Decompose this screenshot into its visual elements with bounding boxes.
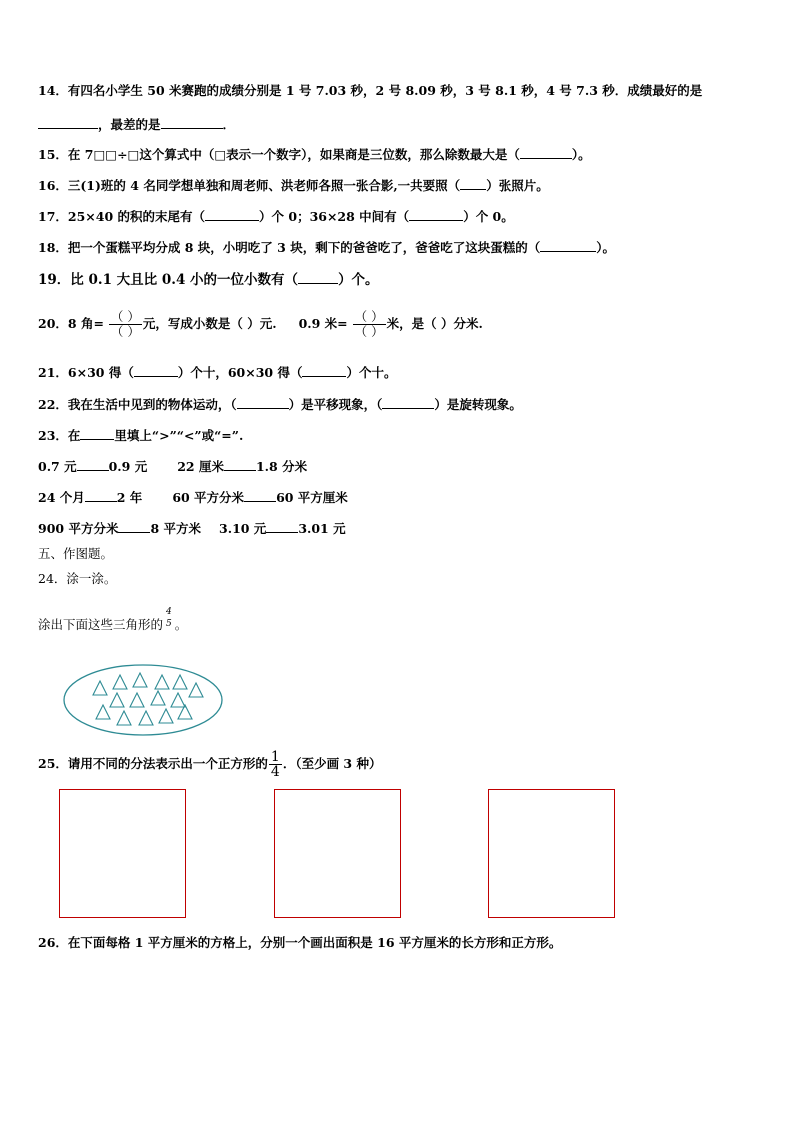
question-26: 26．在下面每格 1 平方厘米的方格上，分别一个画出面积是 16 平方厘米的长方形和正方形。 — [38, 935, 562, 950]
q17-blank-2[interactable] — [409, 208, 463, 221]
q20-fraction-1[interactable]: $\frac{( )}{( )}$ — [110, 309, 140, 339]
triangle-icon[interactable] — [159, 709, 173, 723]
q18-blank[interactable] — [540, 239, 596, 252]
drawing-square-1[interactable] — [59, 789, 186, 918]
question-24: 24．涂一涂。 — [38, 571, 117, 586]
q24-fraction: 4 5 — [166, 607, 172, 629]
q16-blank[interactable] — [460, 177, 486, 190]
triangle-icon[interactable] — [130, 693, 144, 707]
triangle-icon[interactable] — [139, 711, 153, 725]
q15-blank[interactable] — [520, 146, 572, 159]
section-5-title: 五、作图题。 — [38, 546, 114, 561]
q23-blank[interactable] — [77, 458, 109, 471]
q14-line1: 14．有四名小学生 50 米赛跑的成绩分别是 1 号 7.03 秒，2 号 8.09 秒，3 号 8.1 秒，4 号 7.3 秒．成绩最好的是 — [38, 83, 703, 98]
question-22: 22．我在生活中见到的物体运动，（ ）是平移现象，（ ）是旋转现象。 — [38, 397, 522, 412]
q24-instruction: 涂出下面这些三角形的 4 5 。 — [38, 607, 188, 632]
q23-blank[interactable] — [85, 489, 117, 502]
q19-blank[interactable] — [298, 271, 338, 284]
q21-blank-2[interactable] — [302, 364, 346, 377]
q23-row-3: 900 平方分米 8 平方米 3.10 元 3.01 元 — [38, 521, 346, 536]
question-15: 15．在 7□□÷□这个算式中（□表示一个数字），如果商是三位数，那么除数最大是（ ）。 — [38, 147, 591, 162]
triangle-icon[interactable] — [189, 683, 203, 697]
q23-row-2: 24 个月 2 年 60 平方分米 60 平方厘米 — [38, 490, 348, 505]
q14-worst-blank[interactable] — [161, 116, 223, 129]
q23-blank[interactable] — [244, 489, 276, 502]
drawing-square-3[interactable] — [488, 789, 615, 918]
q22-blank-1[interactable] — [237, 396, 289, 409]
question-14 — [38, 83, 702, 99]
question-19: 19．比 0.1 大且比 0.4 小的一位小数有（ ）个。 — [38, 272, 379, 288]
triangle-icon[interactable] — [151, 691, 165, 705]
triangle-icon[interactable] — [171, 693, 185, 707]
q23-blank[interactable] — [266, 520, 298, 533]
triangle-icon[interactable] — [93, 681, 107, 695]
triangle-icon[interactable] — [155, 675, 169, 689]
triangle-icon[interactable] — [113, 675, 127, 689]
triangle-icon[interactable] — [96, 705, 110, 719]
q21-blank-1[interactable] — [134, 364, 178, 377]
question-16: 16．三(1)班的 4 名同学想单独和周老师、洪老师各照一张合影,一共要照（ ）张照片。 — [38, 178, 549, 193]
triangle-ellipse — [62, 662, 226, 740]
question-14-line2: ，最差的是 ． — [38, 116, 235, 133]
question-20: 20．8 角= $\frac{( )}{( )}$ 元，写成小数是（ ）元. 0.9 米= $\frac{( )}{( )}$ 米，是（ ）分米. — [38, 309, 483, 339]
question-23: 23．在 里填上“>”“<”或“=”. — [38, 428, 244, 443]
q25-fraction: $\frac{1}{4}$ — [270, 749, 280, 780]
question-18: 18．把一个蛋糕平均分成 8 块，小明吃了 3 块，剩下的爸爸吃了，爸爸吃了这块蛋糕的（ ）。 — [38, 240, 615, 255]
q23-row-1: 0.7 元 0.9 元 22 厘米 1.8 分米 — [38, 459, 308, 474]
q22-blank-2[interactable] — [382, 396, 434, 409]
drawing-square-2[interactable] — [274, 789, 401, 918]
question-17: 17．25×40 的积的末尾有（ ）个 0；36×28 中间有（ ）个 0。 — [38, 209, 514, 224]
triangle-icon[interactable] — [110, 693, 124, 707]
q14-best-blank[interactable] — [38, 116, 98, 129]
question-25: 25．请用不同的分法表示出一个正方形的 $\frac{1}{4}$ ．（至少画 3 种） — [38, 749, 382, 780]
triangle-icon[interactable] — [173, 675, 187, 689]
triangle-icon[interactable] — [133, 673, 147, 687]
q23-blank[interactable] — [118, 520, 150, 533]
q23-blank[interactable] — [224, 458, 256, 471]
q17-blank-1[interactable] — [205, 208, 259, 221]
question-21: 21．6×30 得（ ）个十，60×30 得（ ）个十。 — [38, 365, 397, 380]
triangle-icon[interactable] — [117, 711, 131, 725]
q20-fraction-2[interactable]: $\frac{( )}{( )}$ — [354, 309, 384, 339]
